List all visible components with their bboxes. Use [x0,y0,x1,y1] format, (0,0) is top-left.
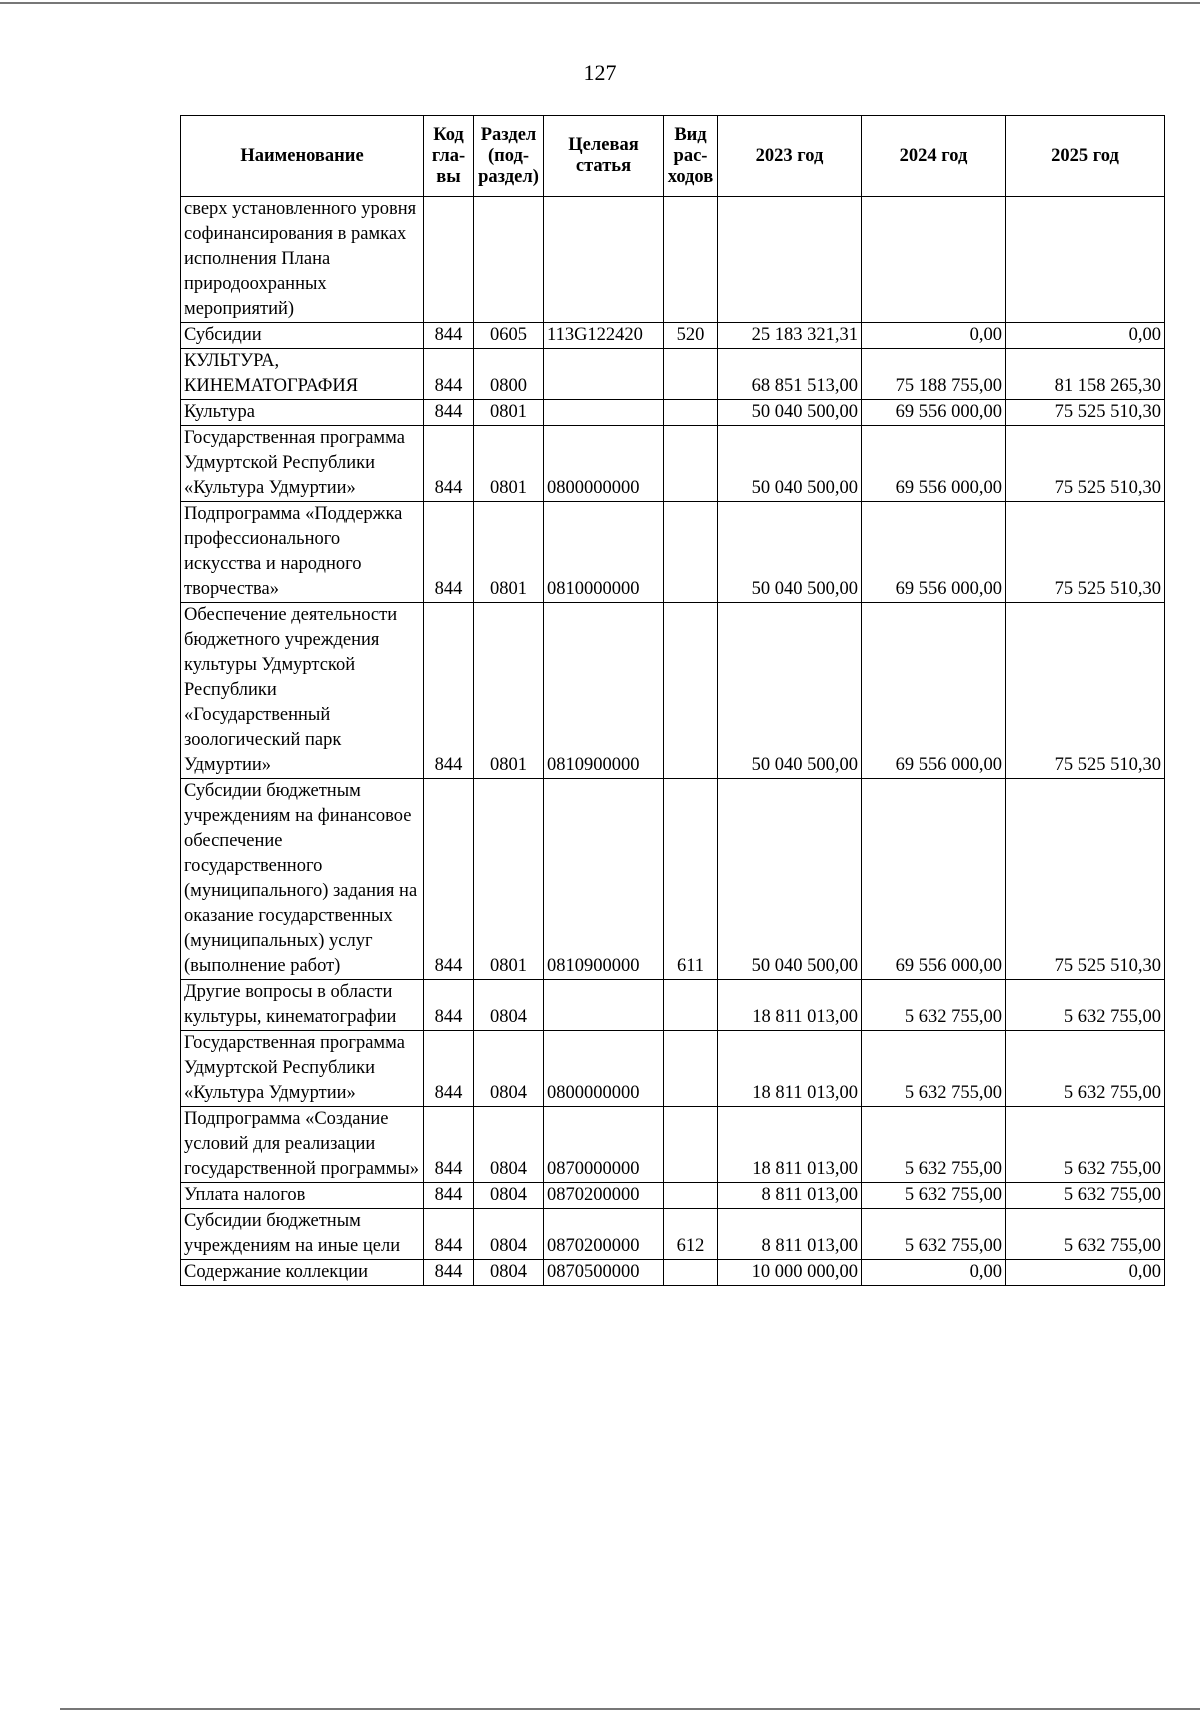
cell-target-article [544,349,664,400]
cell-amount-2024: 69 556 000,00 [862,426,1006,502]
cell-expense-type: 612 [664,1209,718,1260]
cell-expense-type [664,1260,718,1286]
table-row [181,1209,1165,1260]
cell-target-article: 0800000000 [544,426,664,502]
cell-section: 0800 [474,349,544,400]
cell-expense-type [664,349,718,400]
cell-amount-2025: 75 525 510,30 [1006,603,1165,779]
cell-name: Государственная программа Удмуртской Республики «Культура Удмуртии» [181,1031,424,1107]
header-target-article: Целевая статья [544,116,664,197]
cell-amount-2024: 5 632 755,00 [862,1183,1006,1209]
cell-amount-2025: 75 525 510,30 [1006,400,1165,426]
cell-name: Субсидии [181,323,424,349]
cell-amount-2024: 5 632 755,00 [862,1209,1006,1260]
cell-amount-2025: 5 632 755,00 [1006,1031,1165,1107]
cell-section: 0804 [474,1031,544,1107]
cell-target-article: 0800000000 [544,1031,664,1107]
cell-amount-2024: 69 556 000,00 [862,400,1006,426]
cell-name: Другие вопросы в области культуры, кинематографии [181,980,424,1031]
cell-expense-type [664,400,718,426]
cell-name: Подпрограмма «Создание условий для реализации государственной программы» [181,1107,424,1183]
cell-expense-type [664,980,718,1031]
cell-amount-2025: 5 632 755,00 [1006,1209,1165,1260]
cell-amount-2025: 75 525 510,30 [1006,426,1165,502]
cell-section: 0804 [474,980,544,1031]
cell-amount-2023: 18 811 013,00 [718,980,862,1031]
cell-expense-type: 520 [664,323,718,349]
cell-target-article: 0870500000 [544,1260,664,1286]
cell-expense-type [664,603,718,779]
table-row [181,323,1165,349]
cell-target-article: 0870200000 [544,1209,664,1260]
cell-amount-2024: 69 556 000,00 [862,779,1006,980]
scan-edge-bottom [60,1708,1200,1710]
cell-amount-2024: 0,00 [862,323,1006,349]
cell-chapter-code: 844 [424,1183,474,1209]
cell-chapter-code: 844 [424,1209,474,1260]
table-row [181,1107,1165,1183]
cell-expense-type: 611 [664,779,718,980]
cell-amount-2025: 75 525 510,30 [1006,502,1165,603]
cell-amount-2025: 0,00 [1006,1260,1165,1286]
cell-amount-2024: 75 188 755,00 [862,349,1006,400]
cell-expense-type [664,1031,718,1107]
cell-amount-2023: 50 040 500,00 [718,400,862,426]
header-year-2023: 2023 год [718,116,862,197]
cell-target-article: 0810000000 [544,502,664,603]
cell-amount-2023: 50 040 500,00 [718,779,862,980]
cell-amount-2023 [718,197,862,323]
table-row [181,1260,1165,1286]
cell-section: 0801 [474,400,544,426]
cell-target-article: 0810900000 [544,603,664,779]
header-chapter-code: Код гла- вы [424,116,474,197]
cell-target-article: 0870200000 [544,1183,664,1209]
table-row [181,349,1165,400]
cell-amount-2023: 8 811 013,00 [718,1209,862,1260]
cell-section: 0804 [474,1209,544,1260]
header-row [181,116,1165,197]
cell-name: Содержание коллекции [181,1260,424,1286]
cell-chapter-code: 844 [424,1260,474,1286]
cell-chapter-code: 844 [424,1031,474,1107]
cell-amount-2025: 0,00 [1006,323,1165,349]
header-year-2024: 2024 год [862,116,1006,197]
cell-section: 0801 [474,603,544,779]
cell-chapter-code: 844 [424,980,474,1031]
cell-amount-2024 [862,197,1006,323]
cell-section: 0801 [474,426,544,502]
table-row [181,779,1165,980]
cell-amount-2023: 50 040 500,00 [718,426,862,502]
cell-amount-2024: 0,00 [862,1260,1006,1286]
budget-table [180,115,1165,1286]
cell-name: Субсидии бюджетным учреждениям на иные цели [181,1209,424,1260]
cell-chapter-code [424,197,474,323]
cell-chapter-code: 844 [424,603,474,779]
cell-amount-2025: 81 158 265,30 [1006,349,1165,400]
cell-name: КУЛЬТУРА, КИНЕМАТОГРАФИЯ [181,349,424,400]
table-row [181,197,1165,323]
cell-chapter-code: 844 [424,1107,474,1183]
page-number: 127 [583,60,617,85]
cell-name: Культура [181,400,424,426]
cell-amount-2025: 5 632 755,00 [1006,980,1165,1031]
cell-amount-2024: 69 556 000,00 [862,603,1006,779]
table-row [181,426,1165,502]
cell-name: Обеспечение деятельности бюджетного учреждения культуры Удмуртской Республики «Государственный зоологический парк Удмуртии» [181,603,424,779]
header-section: Раздел (под- раздел) [474,116,544,197]
cell-amount-2023: 10 000 000,00 [718,1260,862,1286]
table-row [181,980,1165,1031]
cell-amount-2023: 8 811 013,00 [718,1183,862,1209]
cell-amount-2023: 18 811 013,00 [718,1107,862,1183]
cell-amount-2025: 5 632 755,00 [1006,1107,1165,1183]
cell-amount-2023: 50 040 500,00 [718,502,862,603]
cell-section: 0801 [474,779,544,980]
cell-section: 0804 [474,1107,544,1183]
header-name: Наименование [181,116,424,197]
cell-section: 0801 [474,502,544,603]
cell-target-article: 113G122420 [544,323,664,349]
table-row [181,1183,1165,1209]
cell-amount-2023: 68 851 513,00 [718,349,862,400]
table-body [181,197,1165,1286]
cell-section: 0804 [474,1183,544,1209]
cell-target-article: 0870000000 [544,1107,664,1183]
cell-amount-2023: 25 183 321,31 [718,323,862,349]
scan-edge-top [0,2,1200,4]
cell-amount-2024: 5 632 755,00 [862,1107,1006,1183]
cell-expense-type [664,1183,718,1209]
cell-name: Уплата налогов [181,1183,424,1209]
cell-amount-2025 [1006,197,1165,323]
cell-amount-2025: 5 632 755,00 [1006,1183,1165,1209]
table-row [181,502,1165,603]
cell-section [474,197,544,323]
table-row [181,400,1165,426]
cell-target-article [544,197,664,323]
cell-amount-2024: 5 632 755,00 [862,980,1006,1031]
cell-chapter-code: 844 [424,349,474,400]
cell-target-article [544,400,664,426]
cell-chapter-code: 844 [424,426,474,502]
cell-amount-2023: 18 811 013,00 [718,1031,862,1107]
cell-amount-2024: 5 632 755,00 [862,1031,1006,1107]
table-header [181,116,1165,197]
cell-chapter-code: 844 [424,502,474,603]
table-row [181,1031,1165,1107]
cell-amount-2025: 75 525 510,30 [1006,779,1165,980]
cell-expense-type [664,1107,718,1183]
cell-section: 0804 [474,1260,544,1286]
cell-amount-2024: 69 556 000,00 [862,502,1006,603]
header-expense-type: Вид рас- ходов [664,116,718,197]
cell-chapter-code: 844 [424,779,474,980]
cell-amount-2023: 50 040 500,00 [718,603,862,779]
cell-expense-type [664,426,718,502]
cell-name: сверх установленного уровня софинансирования в рамках исполнения Плана природоохранных мероприятий) [181,197,424,323]
cell-target-article: 0810900000 [544,779,664,980]
cell-name: Подпрограмма «Поддержка профессионального искусства и народного творчества» [181,502,424,603]
cell-section: 0605 [474,323,544,349]
cell-expense-type [664,197,718,323]
cell-target-article [544,980,664,1031]
cell-chapter-code: 844 [424,400,474,426]
cell-name: Субсидии бюджетным учреждениям на финансовое обеспечение государственного (муниципального) задания на оказание государственных (муниципальных) услуг (выполнение работ) [181,779,424,980]
cell-expense-type [664,502,718,603]
header-year-2025: 2025 год [1006,116,1165,197]
table-row [181,603,1165,779]
cell-chapter-code: 844 [424,323,474,349]
cell-name: Государственная программа Удмуртской Республики «Культура Удмуртии» [181,426,424,502]
